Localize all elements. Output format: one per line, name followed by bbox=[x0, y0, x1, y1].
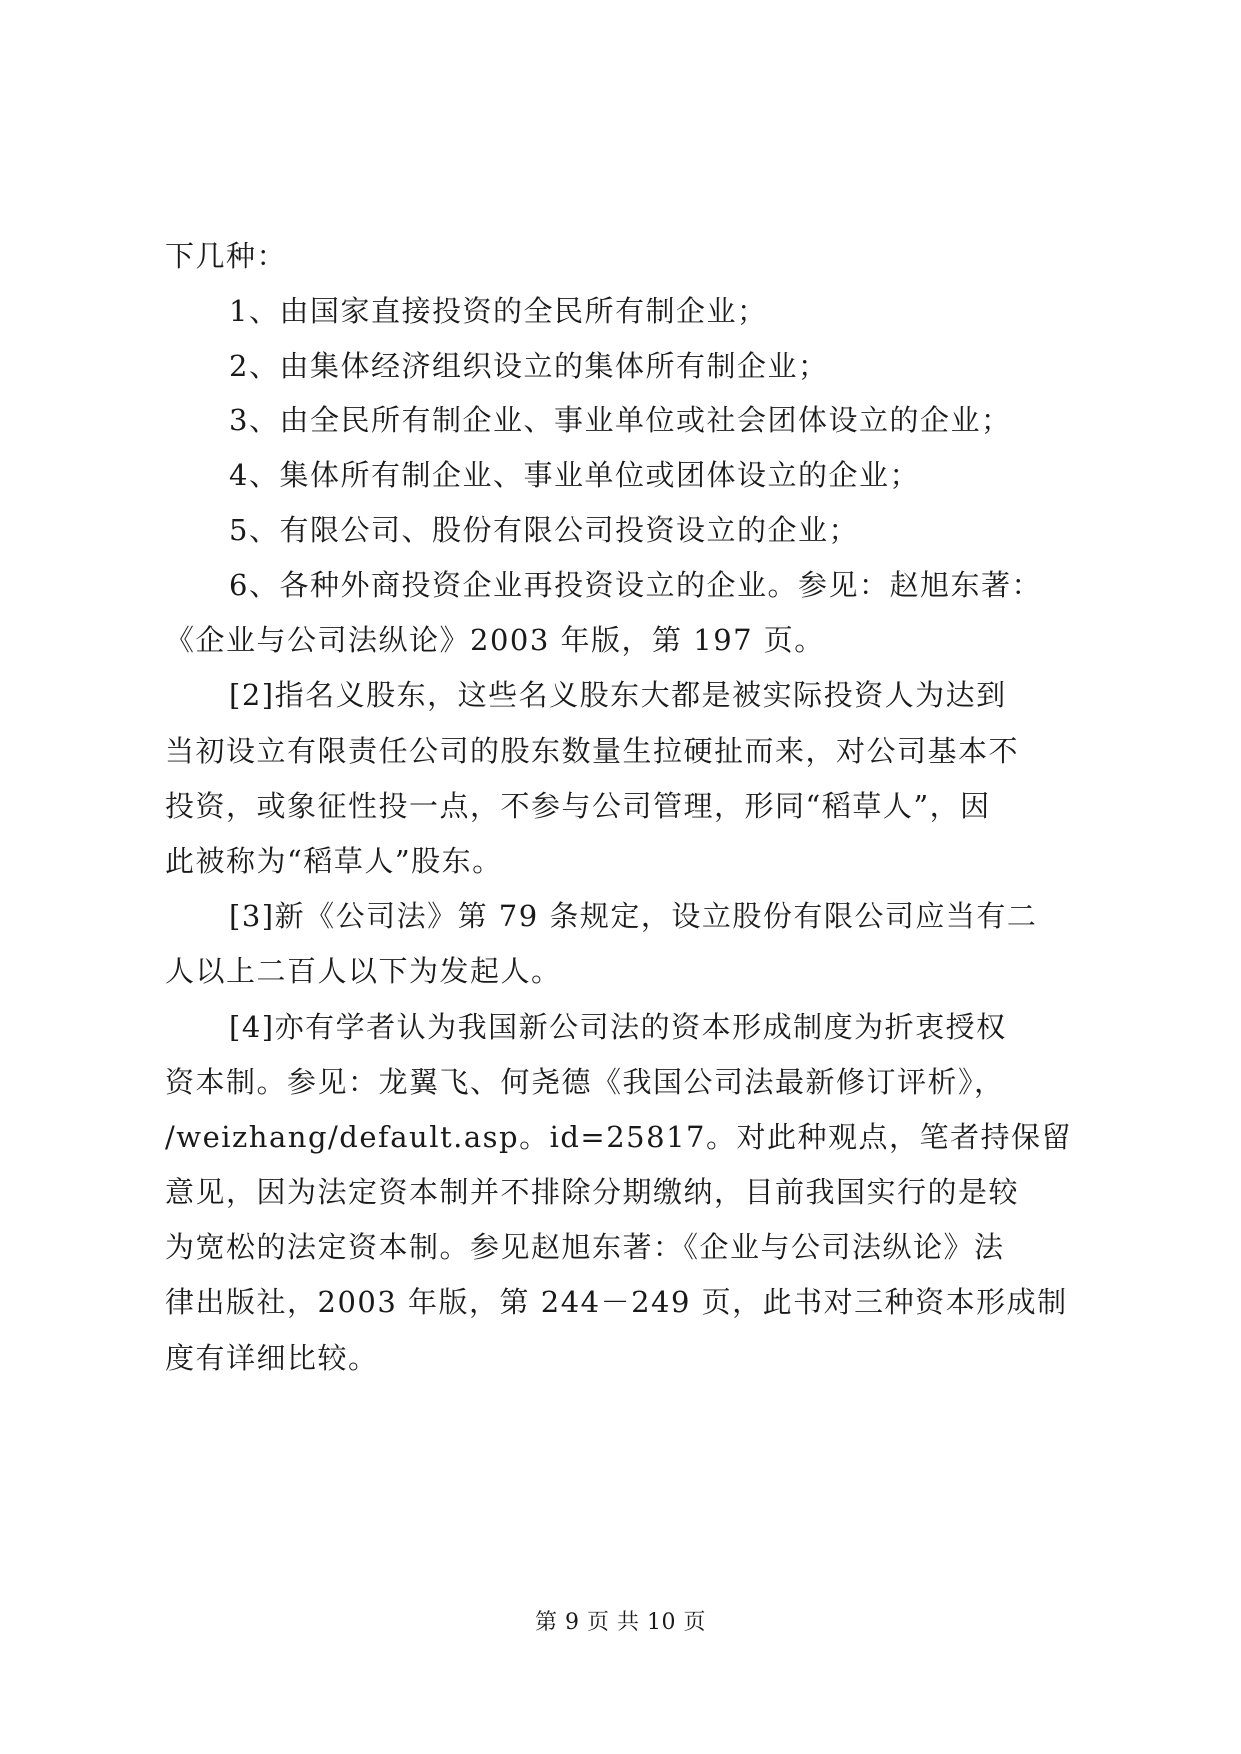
list-item: 2、由集体经济组织设立的集体所有制企业； bbox=[229, 349, 829, 383]
list-item: 6、各种外商投资企业再投资设立的企业。参见：赵旭东著： bbox=[229, 568, 1042, 602]
footnote-paragraph: [3]新《公司法》第 79 条规定，设立股份有限公司应当有二 bbox=[229, 899, 1038, 933]
text-line: 意见，因为法定资本制并不排除分期缴纳，目前我国实行的是较 bbox=[165, 1175, 1020, 1209]
text-line: 度有详细比较。 bbox=[165, 1341, 379, 1375]
text-line: 此被称为“稻草人”股东。 bbox=[165, 844, 503, 878]
footnote-paragraph: [4]亦有学者认为我国新公司法的资本形成制度为折衷授权 bbox=[229, 1010, 1007, 1044]
text-line: 投资，或象征性投一点，不参与公司管理，形同“稻草人”，因 bbox=[165, 789, 991, 823]
text-line: /weizhang/default.asp。id=25817。对此种观点，笔者持保留 bbox=[165, 1120, 1072, 1154]
page-number: 第 9 页 共 10 页 bbox=[535, 1610, 706, 1635]
list-item: 3、由全民所有制企业、事业单位或社会团体设立的企业； bbox=[229, 403, 1012, 437]
text-line: 《企业与公司法纵论》2003 年版，第 197 页。 bbox=[165, 623, 825, 657]
text-line: 资本制。参见：龙翼飞、何尧德《我国公司法最新修订评析》， bbox=[165, 1065, 1005, 1099]
text-line: 为宽松的法定资本制。参见赵旭东著：《企业与公司法纵论》法 bbox=[165, 1230, 1005, 1264]
text-line: 人以上二百人以下为发起人。 bbox=[165, 954, 562, 988]
text-line: 当初设立有限责任公司的股东数量生拉硬扯而来，对公司基本不 bbox=[165, 734, 1020, 768]
footnote-paragraph: [2]指名义股东，这些名义股东大都是被实际投资人为达到 bbox=[229, 678, 1007, 712]
text-line: 下几种： bbox=[165, 239, 288, 273]
list-item: 5、有限公司、股份有限公司投资设立的企业； bbox=[229, 513, 859, 547]
list-item: 1、由国家直接投资的全民所有制企业； bbox=[229, 294, 768, 328]
list-item: 4、集体所有制企业、事业单位或团体设立的企业； bbox=[229, 458, 920, 492]
text-line: 律出版社，2003 年版，第 244－249 页，此书对三种资本形成制 bbox=[165, 1285, 1068, 1319]
